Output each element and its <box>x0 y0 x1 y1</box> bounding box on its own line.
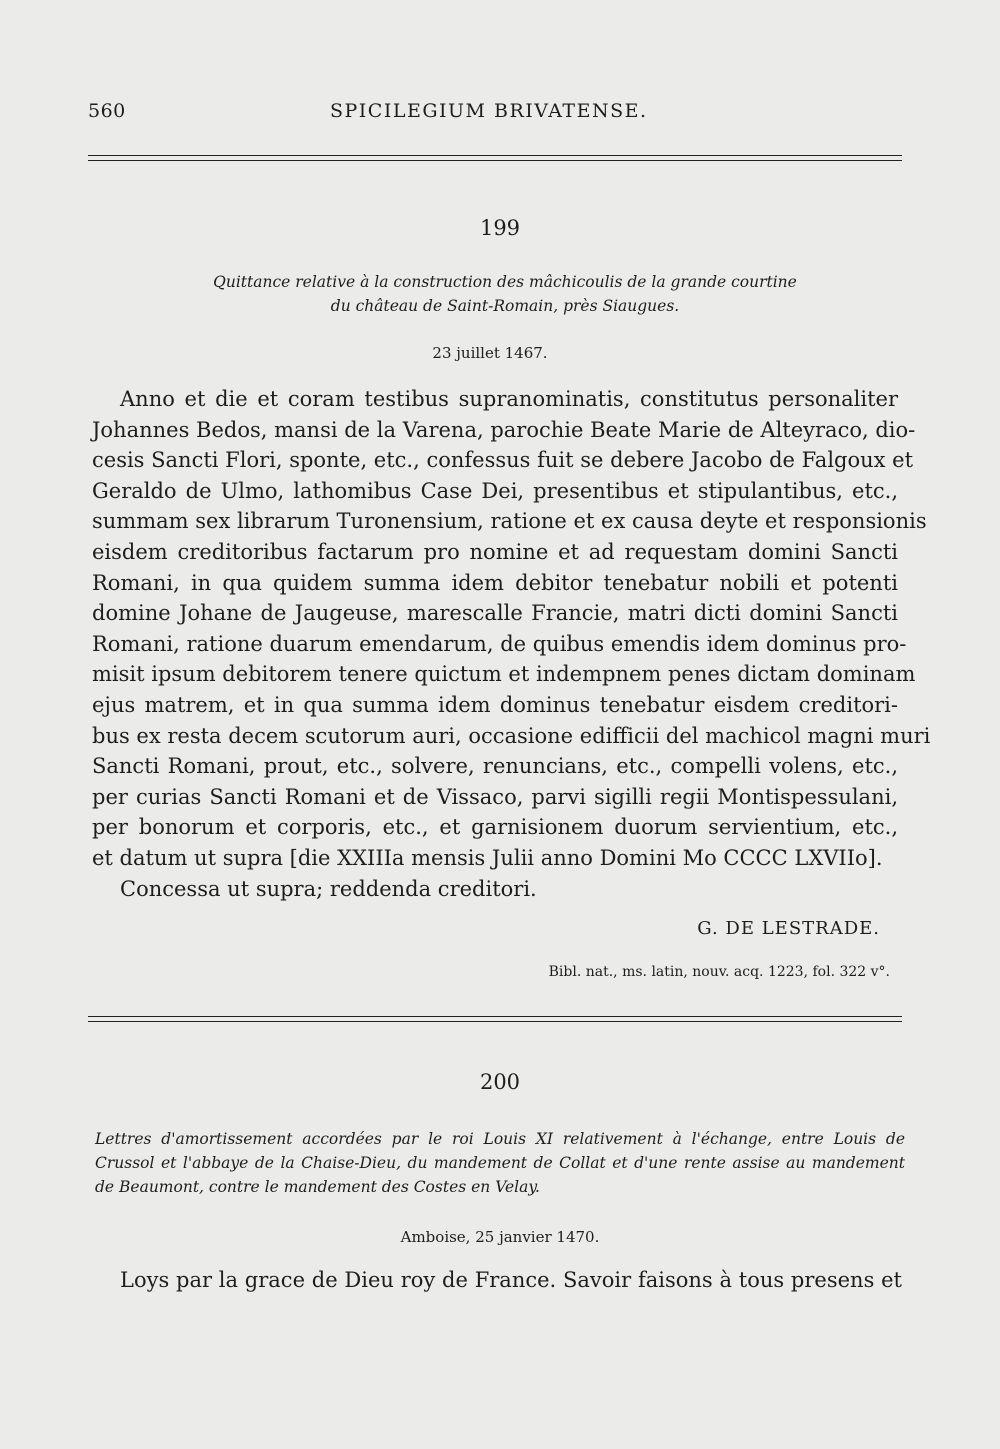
header-rule <box>88 155 902 161</box>
body-line: per curias Sancti Romani et de Vissaco, parvi sigilli regii Montispessulani, <box>92 784 898 809</box>
document-date-199: 23 juillet 1467. <box>432 344 548 362</box>
body-line: cesis Sancti Flori, sponte, etc., confessus fuit se debere Jacobo de Falgoux et <box>92 448 914 473</box>
body-line: per bonorum et corporis, etc., et garnisionem duorum servientium, etc., <box>92 815 898 840</box>
document-body-199 <box>92 384 931 904</box>
section-rule <box>88 1016 902 1022</box>
body-line: et datum ut supra [die XXIIIa mensis Julii anno Domini Mo CCCC LXVIIo]. <box>92 845 883 870</box>
document-title-200: Lettres d'amortissement accordées par le roi Louis XI relativement à l'échange, entre Louis de Crussol et l'abbaye de la Chaise-Dieu, du mandement de Collat et d'une rente assise au mandement de Beaumont, contre le mandement des Costes en Velay. <box>95 1130 905 1196</box>
body-line: Concessa ut supra; reddenda creditori. <box>120 876 537 901</box>
page-number: 560 <box>88 100 126 122</box>
body-line: Anno et die et coram testibus supranominatis, constitutus personaliter <box>120 387 898 411</box>
signature: G. DE LESTRADE. <box>697 918 880 939</box>
body-line: Romani, in qua quidem summa idem debitor tenebatur nobili et potenti <box>92 570 898 595</box>
document-title-199 <box>120 270 890 318</box>
body-line: misit ipsum debitorem tenere quictum et indempnem penes dictam dominam <box>92 662 916 687</box>
document-date-200: Amboise, 25 janvier 1470. <box>400 1228 600 1246</box>
body-line: Sancti Romani, prout, etc., solvere, renuncians, etc., compelli volens, etc., <box>92 754 898 779</box>
body-line: eisdem creditoribus factarum pro nomine et ad requestam domini Sancti <box>92 539 898 564</box>
body-line: bus ex resta decem scutorum auri, occasione edifficii del machicol magni muri <box>92 723 931 748</box>
document-number-200: 200 <box>479 1070 521 1094</box>
body-line: Romani, ratione duarum emendarum, de quibus emendis idem dominus pro- <box>92 631 907 656</box>
body-line: ejus matrem, et in qua summa idem dominus tenebatur eisdem creditori- <box>92 692 898 717</box>
document-number-199: 199 <box>479 216 521 240</box>
title-line-1: Quittance relative à la construction des mâchicoulis de la grande courtine <box>213 273 797 291</box>
body-line: domine Johane de Jaugeuse, marescalle Francie, matri dicti domini Sancti <box>92 601 898 626</box>
body-line: summam sex librarum Turonensium, ratione et ex causa deyte et responsionis <box>92 509 927 534</box>
running-head: SPICILEGIUM BRIVATENSE. <box>330 100 648 122</box>
body-line: Geraldo de Ulmo, lathomibus Case Dei, presentibus et stipulantibus, etc., <box>92 478 898 503</box>
body-line: Johannes Bedos, mansi de la Varena, parochie Beate Marie de Alteyraco, dio- <box>92 417 916 442</box>
title-line-2: du château de Saint-Romain, près Siaugues. <box>330 297 680 315</box>
document-body-200: Loys par la grace de Dieu roy de France. Savoir faisons à tous presens et <box>120 1268 902 1292</box>
source-citation: Bibl. nat., ms. latin, nouv. acq. 1223, fol. 322 v°. <box>548 964 890 980</box>
